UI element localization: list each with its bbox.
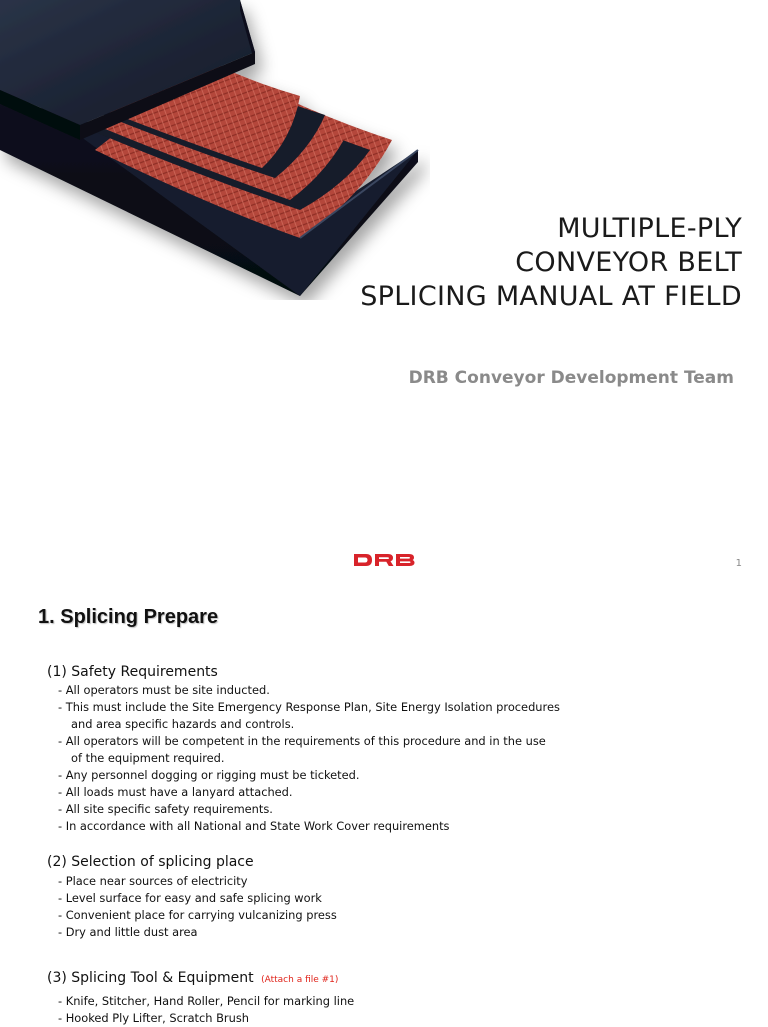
document-title: [360, 212, 742, 314]
list-item: - All operators must be site inducted.: [58, 683, 270, 697]
safety-requirements-list: [58, 682, 560, 835]
list-item: - Dry and little dust area: [58, 925, 198, 939]
list-item: - Any personnel dogging or rigging must be ticketed.: [58, 768, 360, 782]
splicing-tools-heading: [47, 970, 338, 986]
title-line-2: CONVEYOR BELT: [515, 247, 742, 278]
splicing-place-heading: (2) Selection of splicing place: [47, 854, 254, 870]
page-number: 1: [735, 558, 742, 569]
list-item: of the equipment required.: [71, 751, 225, 765]
list-item: - Knife, Stitcher, Hand Roller, Pencil for marking line: [58, 994, 355, 1008]
attachment-note: (Attach a file #1): [261, 975, 339, 985]
list-item: - All site specific safety requirements.: [58, 802, 273, 816]
list-item: - All operators will be competent in the requirements of this procedure and in the use: [58, 734, 546, 748]
list-item: - Place near sources of electricity: [58, 874, 248, 888]
list-item: - In accordance with all National and State Work Cover requirements: [58, 819, 450, 833]
content-slide: [0, 582, 768, 1024]
list-item: - Hooked Ply Lifter, Scratch Brush: [58, 1011, 249, 1025]
list-item: and area specific hazards and controls.: [71, 717, 295, 731]
list-item: - Convenient place for carrying vulcanizing press: [58, 908, 337, 922]
list-item: - Level surface for easy and safe splicing work: [58, 891, 322, 905]
splicing-place-list: [58, 873, 337, 941]
title-line-1: MULTIPLE-PLY: [557, 213, 742, 244]
list-item: - All loads must have a lanyard attached.: [58, 785, 293, 799]
author-team: DRB Conveyor Development Team: [408, 368, 734, 388]
title-line-3: SPLICING MANUAL AT FIELD: [360, 281, 742, 312]
splicing-tools-list: [58, 993, 354, 1027]
splicing-tools-heading-text: (3) Splicing Tool & Equipment: [47, 970, 254, 986]
list-item: - This must include the Site Emergency Response Plan, Site Energy Isolation procedures: [58, 700, 560, 714]
safety-requirements-heading: (1) Safety Requirements: [47, 664, 218, 680]
drb-logo: [352, 552, 416, 568]
section-title: 1. Splicing Prepare: [38, 606, 219, 628]
